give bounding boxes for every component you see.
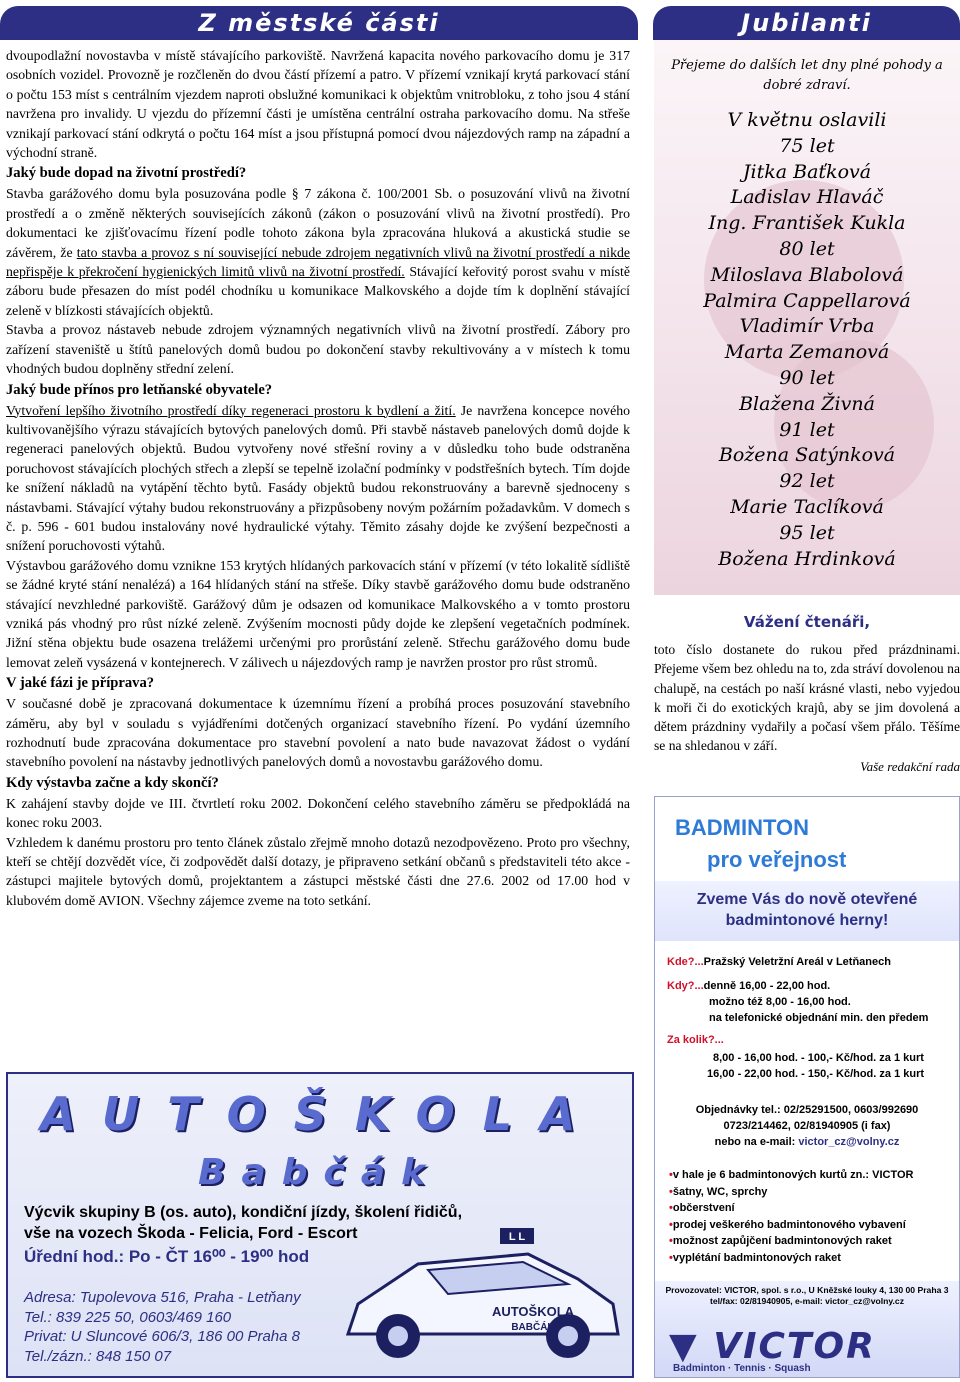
jubilanti-line: V květnu oslavili bbox=[727, 109, 887, 131]
jubilanti-line: Ing. František Kukla bbox=[708, 212, 906, 235]
invite-line: badmintonové herny! bbox=[725, 912, 889, 929]
jubilanti-line: Blažena Živná bbox=[739, 392, 875, 415]
advert-title: BADMINTON bbox=[675, 815, 810, 840]
text: Stávající keřovitý porost svahu v místě záboru bude přesazen do míst podél chodníku u komunikace Malkovského a dojde tím k doplnění stávající zeleně v blízkosti stávajících objektů. bbox=[6, 264, 631, 318]
underlined-text: Vytvoření lepšího životního prostředí díky regeneraci prostoru k bydlení a žití. bbox=[6, 402, 456, 418]
where-value: Pražský Veletržní Areál v Letňanech bbox=[703, 956, 891, 968]
readers-note bbox=[654, 612, 960, 776]
email-link[interactable]: victor_cz@volny.cz bbox=[798, 1136, 900, 1148]
text: Stavba garážového domu byla posuzována podle § 7 zákona č. 100/2001 Sb. o posuzování vlivů na životní prostředí a o změně některých souvisejících zákonů (zákon o posuzování vlivů na životní prostředí). Pro dokumentaci ke zjišťovacímu řízení podle tohoto zákona byla zpracována hluková a akustická studie se závěrem, že bbox=[6, 186, 630, 260]
features-list bbox=[669, 1167, 949, 1267]
email-label: nebo na e-mail: bbox=[714, 1136, 799, 1148]
jubilanti-line: 92 let bbox=[779, 470, 835, 493]
advert-title: AUTOŠKOLA bbox=[40, 1087, 604, 1141]
invite-line: Zveme Vás do nově otevřené bbox=[696, 891, 918, 908]
article-subheading: Jaký bude přínos pro letňanské obyvatele? bbox=[6, 381, 273, 398]
paragraph bbox=[6, 184, 630, 320]
feature-item: • vyplétání badmintonových raket bbox=[669, 1250, 949, 1267]
office-hours: Úřední hod.: Po - ČT 16⁰⁰ - 19⁰⁰ hod bbox=[24, 1247, 310, 1266]
victor-logo bbox=[669, 1327, 876, 1367]
paragraph: V současné době je zpracovaná dokumentace k územnímu řízení a probíhá proces posuzování stavebního záměru, aby byl v souladu s vyjádřeními dotčených organizací stavebního řízení. Po vydání územního rozhodnutí bude zpracována dokumentace pro stavební povolení a nato bude navazovat žádost o vydání stavebního povolení na nástavby jednotlivých panelových domů a novostavbu garážového domu. bbox=[6, 696, 630, 770]
answering-machine: Tel./zázn.: 848 150 07 bbox=[24, 1347, 172, 1365]
jubilanti-line: Vladimír Vrba bbox=[739, 315, 875, 338]
invite-text bbox=[655, 889, 959, 931]
where-line bbox=[667, 955, 891, 970]
price-line: 8,00 - 16,00 hod. - 100,- Kč/hod. za 1 kurt bbox=[713, 1052, 924, 1064]
where-label: Kde?... bbox=[667, 956, 704, 968]
price-label: Za kolik?... bbox=[667, 1034, 724, 1046]
paragraph: Výstavbou garážového domu vznikne 153 krytých hlídaných parkovacích stání v přízemí (v této lokalitě sídliště se žádné kryté stání nenalézá) a 164 hlídaných stání na střeše. Díky stavbě garážového domu bude odstraněno stávající nevzhledné parkoviště. Garážový dům je odsazen od komunikace Malkovského a v tomto prostoru vzniká pás vhodný pro růst nízké zeleně. Zvýšením mocnosti půdy dojde ke zlepšení vegetačních podmínek. Jižní stěna objektu bude osazena trelážemi určenými pro prorůstání zeleně. Střechu garážového domu bude lemovat zeleň vysázená v kontejnerech. V zálivech u nájezdových ramp je navržen prostor pro růst stromů. bbox=[6, 557, 630, 670]
readers-note-text: toto číslo dostanete do rukou před prázdninami. Přejeme všem bez ohledu na to, zda stráví dovolenou na chalupě, na cestách po naší krásné vlasti, nebo vyjedou k moři či do exotických krajů, aby se jim dovolená a dětem prázdniny vydařily a počasí všem přálo. Těšíme se na shledanou v září. bbox=[654, 642, 960, 754]
feature-item: • prodej veškerého badmintonového vybavení bbox=[669, 1217, 949, 1234]
article-body bbox=[6, 46, 630, 910]
article-subheading: Kdy výstavba začne a kdy skončí? bbox=[6, 774, 219, 791]
jubilanti-list bbox=[654, 108, 960, 572]
jubilanti-line: Marie Taclíková bbox=[730, 495, 884, 518]
paragraph bbox=[6, 401, 630, 556]
when-label: Kdy?... bbox=[667, 980, 704, 992]
article-subheading: Jaký bude dopad na životní prostředí? bbox=[6, 165, 247, 182]
orders-line bbox=[655, 1135, 959, 1150]
address: Adresa: Tupolevova 516, Praha - Letňany bbox=[24, 1289, 301, 1306]
signature: Vaše redakční rada bbox=[860, 758, 960, 774]
jubilanti-box bbox=[654, 40, 960, 595]
jubilanti-text bbox=[654, 56, 960, 572]
text: Je navržena koncepce nového kultivovanějšího výrazu stávajících bytových panelových domů. Při stavbě nástaveb panelových domů dojde k regeneraci panelových objektů. Budou vytvořeny nové střešní roviny a v důsledku toho bude odstraněna poruchovost stávajících plochých střech a zlepší se tepelně izolační podmínky v podstřešních bytech. Tím dojde ke snížení nákladů na vytápění těchto bytů. Fasády objektů budou rekonstruovány a barevně sjednoceny s nástavbami. Stávající výtahy budou rekonstruovány a přizpůsobeny novým požárním požadavkům. V domech s č. p. 596 - 601 budou instalovány nové hydraulické výtahy. Těmito zásahy dojde ke zvýšení bezpečnosti a snížení poruchovosti výtahů. bbox=[6, 402, 630, 554]
orders-line: Objednávky tel.: 02/25291500, 0603/992690 bbox=[695, 1104, 919, 1116]
feature-item: • občerstvení bbox=[669, 1200, 949, 1217]
jubilanti-line: Miloslava Blabolová bbox=[710, 263, 904, 286]
jubilanti-line: 95 let bbox=[779, 521, 835, 544]
advert-line: Výcvik skupiny B (os. auto), kondiční jízdy, školení řidičů, bbox=[24, 1204, 463, 1221]
jubilanti-line: Jitka Baťková bbox=[742, 160, 872, 183]
operator-line: tel/fax: 02/81940905, e-mail: victor_cz@volny.cz bbox=[709, 1296, 905, 1306]
when-line: na telefonické objednání min. den předem bbox=[709, 1012, 929, 1024]
car-sign: AUTOŠKOLA bbox=[491, 1304, 575, 1319]
roof-sign-text: L L bbox=[508, 1231, 526, 1243]
paragraph: Vzhledem k danému prostoru pro tento článek zůstalo zřejmě mnoho dotazů nezodpovězeno. Proto pro všechny, kteří se chtějí dozvědět více, či zodpovědět další dotazy, je připraveno setkání občanů s představiteli této akce - zástupci majitele bytových domů, projektantem a zástupci městské části dne 27.6. 2002 od 17.00 hod v klubovém domě AVION. Všechny zájemce zveme na toto setkání. bbox=[6, 834, 630, 908]
victor-tagline: Badminton · Tennis · Squash bbox=[673, 1363, 811, 1374]
operator-line: Provozovatel: VICTOR, spol. s r.o., U Kněžské louky 4, 130 00 Praha 3 bbox=[665, 1285, 949, 1295]
jubilanti-wish: Přejeme do dalších let dny plné pohody a dobré zdraví. bbox=[671, 58, 943, 93]
feature-item: • v hale je 6 badmintonových kurtů zn.: VICTOR bbox=[669, 1167, 949, 1184]
feature-item: • šatny, WC, sprchy bbox=[669, 1184, 949, 1201]
paragraph: Stavba a provoz nástaveb nebude zdrojem významných negativních vlivů na životní prostředí. Zábory pro zařízení staveniště u štítů panelových domů budou po dokončení stavby rekultivovány a v místech k tomu vhodných budou doplněny střední zelení. bbox=[6, 322, 630, 377]
jubilanti-line: Božena Satýnková bbox=[718, 444, 896, 467]
logo-text: VICTOR bbox=[713, 1326, 876, 1367]
car-illustration bbox=[328, 1224, 628, 1374]
advert-title: pro veřejnost bbox=[707, 847, 847, 872]
advert-subtitle: Babčák bbox=[198, 1152, 442, 1193]
car-sign-name: BABČÁK bbox=[511, 1322, 555, 1333]
jubilanti-line: Palmira Cappellarová bbox=[703, 289, 911, 312]
phone: Tel.: 839 225 50, 0603/469 160 bbox=[24, 1308, 232, 1326]
jubilanti-line: 90 let bbox=[779, 366, 835, 389]
jubilanti-line: Marta Zemanová bbox=[724, 341, 890, 364]
orders-line: 0723/214462, 02/81940905 (i fax) bbox=[723, 1120, 891, 1132]
section-header-jubilanti: Jubilanti bbox=[653, 6, 960, 40]
paragraph: K zahájení stavby dojde ve III. čtvrtletí roku 2002. Dokončení celého stavebního záměru se předpokládá na konec roku 2003. bbox=[6, 795, 630, 831]
jubilanti-line: Božena Hrdinková bbox=[718, 547, 896, 570]
jubilanti-line: 91 let bbox=[779, 418, 835, 441]
when-value: denně 16,00 - 22,00 hod. bbox=[703, 980, 831, 992]
section-header-z-mestske-casti: Z městské části bbox=[0, 6, 638, 40]
underlined-text: tato stavba a provoz s ní související nebude zdrojem negativních vlivů na životní prostředí a nikde nepřispěje k překročení hygienických limitů vlivů na životní prostředí. bbox=[6, 244, 630, 280]
private-address: Privat: U Sluncové 606/3, 186 00 Praha 8 bbox=[24, 1328, 301, 1345]
jubilanti-line: 75 let bbox=[779, 134, 835, 157]
article-subheading: V jaké fázi je příprava? bbox=[6, 675, 155, 692]
victor-mark-icon: ▼ bbox=[669, 1326, 699, 1367]
advert-line: vše na vozech Škoda - Felicia, Ford - Escort bbox=[24, 1225, 358, 1242]
jubilanti-line: 80 let bbox=[779, 237, 835, 260]
when-line: možno též 8,00 - 16,00 hod. bbox=[709, 996, 851, 1008]
price-line: 16,00 - 22,00 hod. - 150,- Kč/hod. za 1 kurt bbox=[707, 1068, 925, 1080]
badminton-advert bbox=[654, 796, 960, 1378]
feature-item: • možnost zapůjčení badmintonových raket bbox=[669, 1233, 949, 1250]
advert-contact bbox=[24, 1288, 301, 1366]
paragraph: dvoupodlažní novostavba v místě stávajícího parkoviště. Navržená kapacita nového parkovacího domu je 317 osobních vozidel. Provozně je rozčleněn do dvou částí přízemí a patro. V přízemí vznikají krytá parkovací stání o počtu 153 míst s centrálním vjezdem naproti obslužné komunikaci k objektům vnitrobloku, z toho jsou 4 stání navržena pro invalidy. U vjezdu do přízemní části je umístěna centrální ostraha parkovacího domu. Na střeše vznikají parkovací stání odkrytá o počtu 164 míst a jsou přístupná pomocí dvou nájezdových ramp na západní a východní straně. bbox=[6, 48, 630, 161]
autoskola-advert bbox=[6, 1072, 634, 1378]
when-line bbox=[667, 979, 830, 994]
jubilanti-line: Ladislav Hlaváč bbox=[730, 186, 884, 209]
readers-note-title: Vážení čtenáři, bbox=[743, 613, 871, 631]
